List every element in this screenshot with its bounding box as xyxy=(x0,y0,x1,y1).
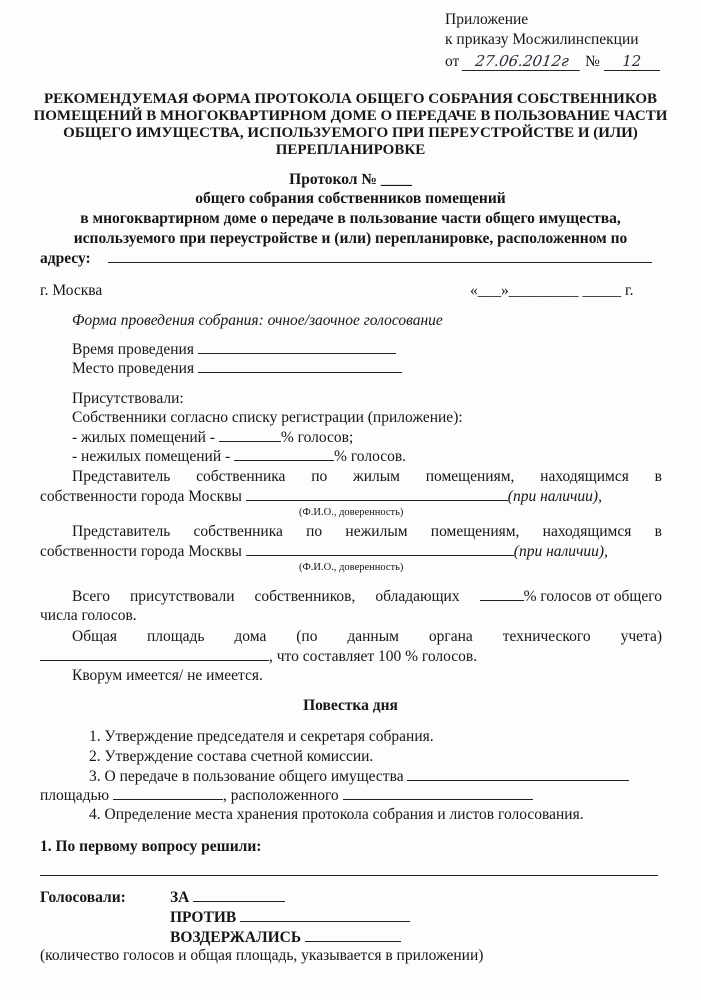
votes-abstained-row xyxy=(170,929,401,947)
agenda-item3 xyxy=(89,768,629,786)
address-line xyxy=(108,262,652,263)
total-suffix: % голосов от общего xyxy=(523,588,662,605)
word: площадь xyxy=(146,628,205,645)
word: нежилым xyxy=(345,523,408,540)
word: жилым xyxy=(353,468,400,485)
total-line2: числа голосов. xyxy=(40,607,137,624)
word: данным xyxy=(347,628,399,645)
word: по xyxy=(306,523,323,540)
place-row xyxy=(72,360,402,378)
time-blank xyxy=(198,341,396,354)
votes-against: ПРОТИВ xyxy=(170,909,237,926)
nonresidential-blank xyxy=(234,448,334,461)
appendix-no-label: № xyxy=(585,53,600,70)
heading-line4: ПЕРЕПЛАНИРОВКЕ xyxy=(275,142,426,158)
protocol-line4: используемого при переустройстве и (или) перепланировке, расположенном по xyxy=(73,230,628,247)
nonresidential-suffix: % голосов. xyxy=(334,448,407,465)
word: в xyxy=(654,468,662,485)
residential-prefix: - жилых помещений - xyxy=(72,429,215,446)
heading-line1: РЕКОМЕНДУЕМАЯ ФОРМА ПРОТОКОЛА ОБЩЕГО СОБРАНИЯ СОБСТВЕННИКОВ xyxy=(43,91,658,107)
votes-against-blank xyxy=(240,909,410,922)
nonresidential-prefix: - нежилых помещений - xyxy=(72,448,231,465)
area-line1 xyxy=(72,628,662,646)
protocol-title: Протокол № ____ xyxy=(289,171,412,188)
word: собственника xyxy=(196,468,286,485)
agenda-area-blank xyxy=(113,787,223,800)
rep-residential-prefix: собственности города Москвы xyxy=(40,488,242,505)
rep-nonresidential-line2 xyxy=(40,543,608,561)
appendix-from-label: от xyxy=(445,53,460,70)
total-blank xyxy=(480,588,524,601)
appendix-line1: Приложение xyxy=(445,11,529,28)
rep-nonresidential-note: (при наличии), xyxy=(513,543,608,560)
protocol-line2: общего собрания собственников помещений xyxy=(195,190,506,207)
agenda-item3-blank xyxy=(407,768,629,781)
votes-for: ЗА xyxy=(170,889,190,906)
word: собственника xyxy=(193,523,283,540)
word: Представитель xyxy=(72,523,171,540)
appendix-date-row xyxy=(445,52,660,71)
rep-residential-line2 xyxy=(40,488,602,506)
agenda-area-label: площадью xyxy=(40,787,110,804)
area-blank xyxy=(40,648,269,661)
total-line1 xyxy=(72,588,662,606)
agenda-title: Повестка дня xyxy=(303,697,398,714)
votes-for-row xyxy=(170,889,285,907)
rep-residential-caption: (Ф.И.О., доверенность) xyxy=(299,507,404,518)
area-suffix: , что составляет 100 % голосов. xyxy=(269,648,478,665)
word: учета) xyxy=(620,628,662,645)
rep-residential-blank xyxy=(246,488,508,501)
appendix-line2: к приказу Мосжилинспекции xyxy=(445,31,639,48)
word: Всего xyxy=(72,588,111,605)
rep-nonresidential-prefix: собственности города Москвы xyxy=(40,543,242,560)
rep-nonresidential-line1 xyxy=(72,523,662,541)
present-owners: Собственники согласно списку регистрации (приложение): xyxy=(72,409,463,426)
agenda-item1: 1. Утверждение председателя и секретаря собрания. xyxy=(89,728,434,745)
votes-label: Голосовали: xyxy=(40,889,126,906)
residential-suffix: % голосов; xyxy=(280,429,354,446)
decision-line xyxy=(40,875,658,876)
heading-line2: ПОМЕЩЕНИЙ В МНОГОКВАРТИРНОМ ДОМЕ О ПЕРЕДАЧЕ В ПОЛЬЗОВАНИЕ ЧАСТИ xyxy=(33,108,668,124)
word: в xyxy=(654,523,662,540)
agenda-item3-text: 3. О передаче в пользование общего имущества xyxy=(89,768,404,785)
word: собственников, xyxy=(254,588,356,605)
agenda-item3-line2 xyxy=(40,787,533,805)
votes-abstained-blank xyxy=(305,929,401,942)
place-blank xyxy=(198,360,402,373)
date-blank: «___»_________ _____ г. xyxy=(470,282,634,299)
word: обладающих xyxy=(375,588,460,605)
meeting-form: Форма проведения собрания: очное/заочное голосование xyxy=(72,312,443,329)
agenda-item2: 2. Утверждение состава счетной комиссии. xyxy=(89,748,374,765)
votes-for-blank xyxy=(193,889,285,902)
word: находящимся xyxy=(542,523,632,540)
rep-nonresidential-caption: (Ф.И.О., доверенность) xyxy=(299,562,404,573)
word: Представитель xyxy=(72,468,171,485)
protocol-address-label: адресу: xyxy=(40,250,91,267)
residential-row xyxy=(72,429,353,447)
word: по xyxy=(311,468,328,485)
place-label: Место проведения xyxy=(72,360,195,377)
quorum: Кворум имеется/ не имеется. xyxy=(72,667,263,684)
agenda-located-label: , расположенного xyxy=(223,787,339,804)
word: присутствовали xyxy=(130,588,235,605)
present-label: Присутствовали: xyxy=(72,390,184,407)
first-question: 1. По первому вопросу решили: xyxy=(40,838,262,855)
votes-against-row xyxy=(170,909,410,927)
rep-residential-note: (при наличии), xyxy=(507,488,602,505)
time-label: Время проведения xyxy=(72,341,194,358)
word: технического xyxy=(502,628,591,645)
word: помещениям, xyxy=(425,468,515,485)
rep-nonresidential-blank xyxy=(246,543,514,556)
agenda-item4: 4. Определение места хранения протокола собрания и листов голосования. xyxy=(89,806,584,823)
appendix-number: 12 xyxy=(604,52,660,71)
heading-line3: ОБЩЕГО ИМУЩЕСТВА, ИСПОЛЬЗУЕМОГО ПРИ ПЕРЕУСТРОЙСТВЕ И (ИЛИ) xyxy=(63,125,638,141)
agenda-located-blank xyxy=(343,787,533,800)
residential-blank xyxy=(219,429,281,442)
nonresidential-row xyxy=(72,448,406,466)
appendix-date: 27.06.2012г xyxy=(462,52,583,71)
word: Общая xyxy=(72,628,118,645)
word: находящимся xyxy=(540,468,629,485)
footnote: (количество голосов и общая площадь, указывается в приложении) xyxy=(40,947,484,964)
word: помещениям, xyxy=(430,523,520,540)
time-row xyxy=(72,341,396,359)
protocol-line3: в многоквартирном доме о передаче в пользование части общего имущества, xyxy=(80,210,621,227)
word: (по xyxy=(296,628,318,645)
votes-abstained: ВОЗДЕРЖАЛИСЬ xyxy=(170,929,302,946)
city: г. Москва xyxy=(40,282,103,299)
word: дома xyxy=(234,628,267,645)
word: органа xyxy=(428,628,473,645)
area-line2 xyxy=(40,648,477,666)
rep-residential-line1 xyxy=(72,468,662,486)
